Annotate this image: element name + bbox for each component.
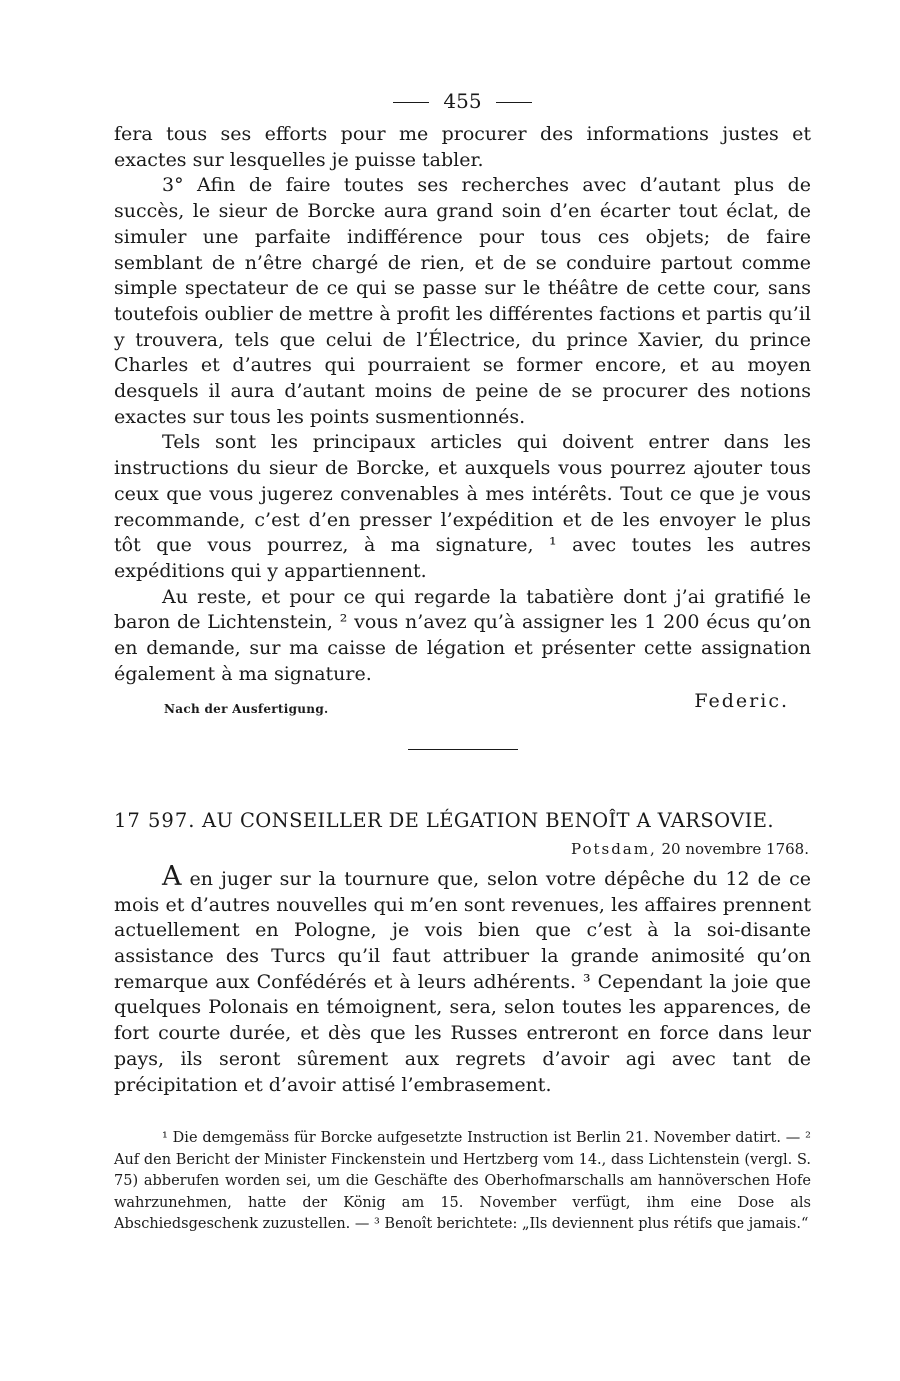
document-dateline: [114, 837, 809, 863]
document-title: AU CONSEILLER DE LÉGATION BENOÎT A VARSOVIE.: [202, 809, 774, 833]
paragraph-instructions: Tels sont les principaux articles qui doivent entrer dans les instructions du sieur de Borcke, et auxquels vous pourrez ajouter tous ceux que vous jugerez convenables à mes intérêts. Tout ce que je vous recommande, c’est d’en presser l’expédition et de les envoyer le plus tôt que vous pourrez, à ma signature, ¹ avec toutes les autres expéditions qui y appartiennent.: [114, 431, 811, 582]
paragraph-point-3: 3° Afin de faire toutes ses recherches avec d’autant plus de succès, le sieur de Borcke aura grand soin d’en écarter tout éclat, de simuler une parfaite indifférence pour tous ces objets; de faire semblant de n’être chargé de rien, et de se conduire partout comme simple spectateur de ce qui se passe sur le théâtre de cette cour, sans toutefois oublier de mettre à profit les différentes factions et partis qu’il y trouvera, tels que celui de l’Électrice, du prince Xavier, du prince Charles et d’autres qui pourraient se former encore, et au moyen desquels il aura d’autant moins de peine de se procurer des notions exactes sur tous les points susmentionnés.: [114, 174, 811, 428]
header-dash-right: [496, 102, 532, 103]
paragraph-continuation: fera tous ses efforts pour me procurer des informations justes et exactes sur lesquelles je puisse tabler.: [114, 123, 811, 171]
initial-letter: A: [162, 860, 182, 892]
document-place: Potsdam,: [570, 840, 657, 859]
header-dash-left: [393, 102, 429, 103]
section-divider: [408, 749, 518, 750]
paragraph-tabatiere: Au reste, et pour ce qui regarde la tabatière dont j’ai gratifié le baron de Lichtenstein, ² vous n’avez qu’à assigner les 1 200 écus qu’on en demande, sur ma caisse de légation et présenter cette assignation également à ma signature.: [114, 585, 811, 685]
book-page: [114, 86, 811, 1236]
document-heading: [114, 808, 811, 834]
document-body-text: en juger sur la tournure que, selon votre dépêche du 12 de ce mois et d’autres nouvelles qui m’en sont revenues, les affaires prennent actuellement en Pologne, je vois bien que c’est à la soi-disante assistance des Turcs qu’il faut attribuer la grande animosité qu’on remarque aux Confédérés et à leurs adhérents. ³ Cependant la joie que quelques Polonais en témoignent, sera, selon toutes les apparences, de fort courte durée, et dès que les Russes entreront en force dans leur pays, ils seront sûrement aux regrets d’avoir agi avec tant de précipitation et d’avoir attisé l’embrasement.: [114, 867, 811, 1096]
document-body: [114, 860, 811, 1098]
document-number: 17 597.: [114, 809, 196, 833]
signature: Federic.: [694, 690, 789, 713]
footnotes: ¹ Die demgemäss für Borcke aufgesetzte Instruction ist Berlin 21. November datirt. — ² Auf den Bericht der Minister Finckenstein und Hertzberg vom 14., dass Lichtenstein (vergl. S. 75) abberufen worden sei, um die Geschäfte des Oberhofmarschalls am hannöverschen Hofe wahrzunehmen, hatte der König am 15. November verfügt, ihm eine Dose als Abschiedsgeschenk zuzustellen. — ³ Benoît berichtete: „Ils deviennent plus rétifs que jamais.“: [114, 1130, 811, 1233]
source-note: Nach der Ausfertigung.: [164, 702, 329, 717]
signature-row: [114, 689, 811, 717]
page-number: 455: [443, 89, 482, 113]
page-header: [114, 86, 811, 116]
document-date: 20 novembre 1768.: [661, 840, 809, 859]
